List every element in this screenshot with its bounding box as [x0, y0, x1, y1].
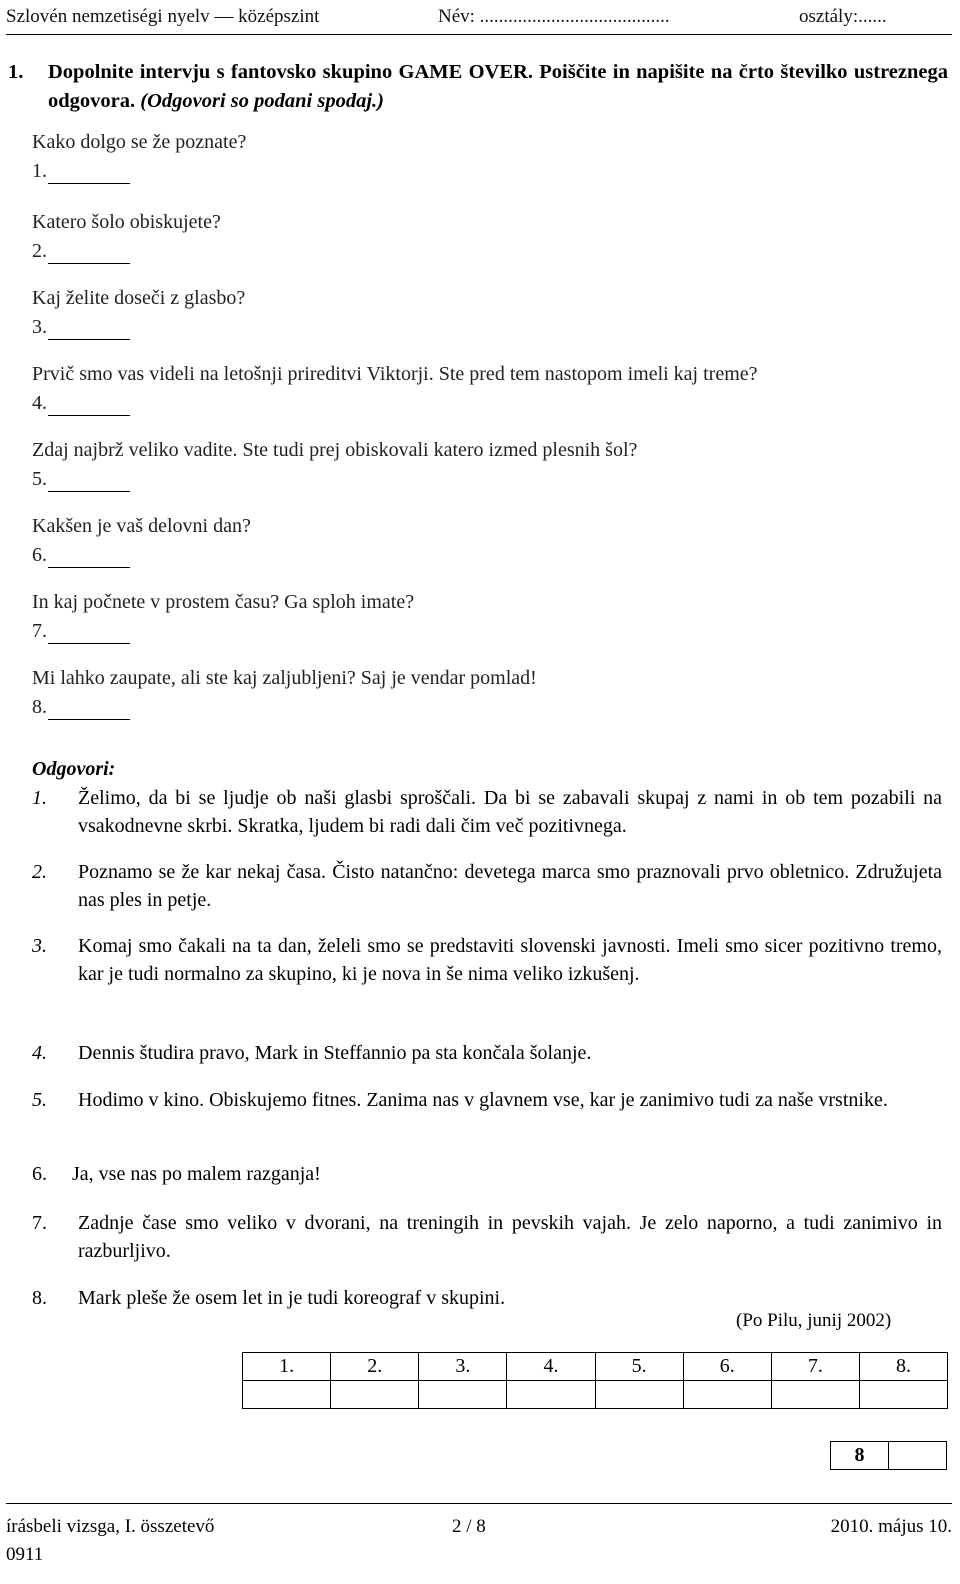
question-text: Mi lahko zaupate, ali ste kaj zaljubljeni? Saj je vendar pomlad! [32, 667, 537, 689]
answers-title: Odgovori: [32, 758, 116, 780]
grid-answer-cell[interactable] [243, 1381, 331, 1409]
answer-number: 2. [32, 861, 47, 883]
question-text: Zdaj najbrž veliko vadite. Ste tudi prej obiskovali katero izmed plesnih šol? [32, 439, 638, 461]
question-number: 7. [32, 620, 47, 642]
page-header [6, 4, 952, 35]
grid-answer-cell[interactable] [331, 1381, 419, 1409]
answer-item [32, 1209, 942, 1265]
grid-header-cell: 7. [771, 1353, 859, 1381]
source-citation: (Po Pilu, junij 2002) [736, 1310, 892, 1331]
answer-number: 1. [32, 787, 47, 809]
question-number: 6. [32, 544, 47, 566]
answer-text: Poznamo se že kar nekaj časa. Čisto natančno: devetega marca smo praznovali prvo obletnico. Združujeta nas ples in petje. [78, 861, 942, 911]
question-number: 8. [32, 696, 47, 718]
score-box [830, 1441, 947, 1470]
grid-answer-cell[interactable] [419, 1381, 507, 1409]
question-number: 3. [32, 316, 47, 338]
answer-item [32, 932, 942, 988]
answer-text: Zadnje čase smo veliko v dvorani, na treningih in pevskih vajah. Je zelo naporno, a tudi zanimivo in razburljivo. [78, 1212, 942, 1262]
answer-number: 5. [32, 1089, 47, 1111]
answer-line[interactable] [48, 491, 130, 492]
answer-line[interactable] [48, 183, 130, 184]
answer-number: 6. [32, 1163, 47, 1185]
answer-grid-header-row [243, 1353, 948, 1381]
instruction-text: Dopolnite intervju s fantovsko skupino GAME OVER. Poiščite in napišite na črto številko ustreznega odgovora. [48, 61, 948, 112]
footer-code: 0911 [6, 1544, 44, 1565]
answer-number: 7. [32, 1212, 47, 1234]
question-number: 2. [32, 240, 47, 262]
footer-exam-part: írásbeli vizsga, I. összetevő [6, 1516, 215, 1537]
question-text: Katero šolo obiskujete? [32, 211, 221, 233]
answer-item [32, 1284, 942, 1312]
page-footer [6, 1503, 952, 1584]
grid-header-cell: 4. [507, 1353, 595, 1381]
name-field: Név: ........................................ [438, 6, 670, 27]
grid-answer-cell[interactable] [507, 1381, 595, 1409]
grid-header-cell: 8. [859, 1353, 947, 1381]
question-text: Kakšen je vaš delovni dan? [32, 515, 251, 537]
grid-answer-cell[interactable] [595, 1381, 683, 1409]
answer-line[interactable] [48, 719, 130, 720]
question-number: 5. [32, 468, 47, 490]
question-text: Kako dolgo se že poznate? [32, 131, 247, 153]
awarded-points-field[interactable] [889, 1442, 947, 1470]
answer-line[interactable] [48, 263, 130, 264]
answer-number: 4. [32, 1042, 47, 1064]
question-text: In kaj počnete v prostem času? Ga sploh imate? [32, 591, 415, 613]
grid-header-cell: 1. [243, 1353, 331, 1381]
question-number: 1. [32, 160, 47, 182]
instruction-note: (Odgovori so podani spodaj.) [140, 90, 384, 112]
answer-number: 3. [32, 935, 47, 957]
grid-header-cell: 5. [595, 1353, 683, 1381]
grid-header-cell: 3. [419, 1353, 507, 1381]
grid-answer-cell[interactable] [859, 1381, 947, 1409]
grid-header-cell: 6. [683, 1353, 771, 1381]
answer-number: 8. [32, 1287, 47, 1309]
page-number: 2 / 8 [452, 1516, 486, 1537]
grid-header-cell: 2. [331, 1353, 419, 1381]
answer-item [32, 1160, 942, 1188]
answer-text: Komaj smo čakali na ta dan, želeli smo se predstaviti slovenski javnosti. Imeli smo sicer pozitivno tremo, kar je tudi normalno za skupino, ki je nova in še nima veliko izkušenj. [78, 935, 942, 985]
question-number: 4. [32, 392, 47, 414]
question-text: Prvič smo vas videli na letošnji prireditvi Viktorji. Ste pred tem nastopom imeli kaj treme? [32, 363, 758, 385]
exam-subject: Szlovén nemzetiségi nyelv — középszint [6, 6, 320, 27]
class-field: osztály:...... [799, 6, 887, 27]
answer-line[interactable] [48, 643, 130, 644]
answer-line[interactable] [48, 339, 130, 340]
answer-text: Dennis študira pravo, Mark in Steffannio pa sta končala šolanje. [78, 1042, 592, 1064]
answer-grid [242, 1352, 948, 1409]
answer-text: Ja, vse nas po malem razganja! [72, 1163, 321, 1185]
answer-item [32, 858, 942, 914]
max-points: 8 [831, 1442, 889, 1470]
answer-text: Mark pleše že osem let in je tudi koreograf v skupini. [78, 1287, 506, 1309]
answer-grid-input-row [243, 1381, 948, 1409]
answer-item [32, 1039, 942, 1067]
answer-line[interactable] [48, 415, 130, 416]
answer-text: Želimo, da bi se ljudje ob naši glasbi sproščali. Da bi se zabavali skupaj z nami in ob tem pozabili na vsakodnevne skrbi. Skratka, ljudem bi radi dali čim več pozitivnega. [78, 787, 942, 837]
question-text: Kaj želite doseči z glasbo? [32, 287, 246, 309]
answer-text: Hodimo v kino. Obiskujemo fitnes. Zanima nas v glavnem vse, kar je zanimivo tudi za naše vrstnike. [78, 1089, 888, 1111]
answer-line[interactable] [48, 567, 130, 568]
grid-answer-cell[interactable] [683, 1381, 771, 1409]
answer-item [32, 784, 942, 840]
task-number: 1. [8, 61, 24, 83]
grid-answer-cell[interactable] [771, 1381, 859, 1409]
answer-item [32, 1086, 942, 1114]
exam-date: 2010. május 10. [830, 1516, 952, 1537]
task-instruction [8, 58, 948, 116]
